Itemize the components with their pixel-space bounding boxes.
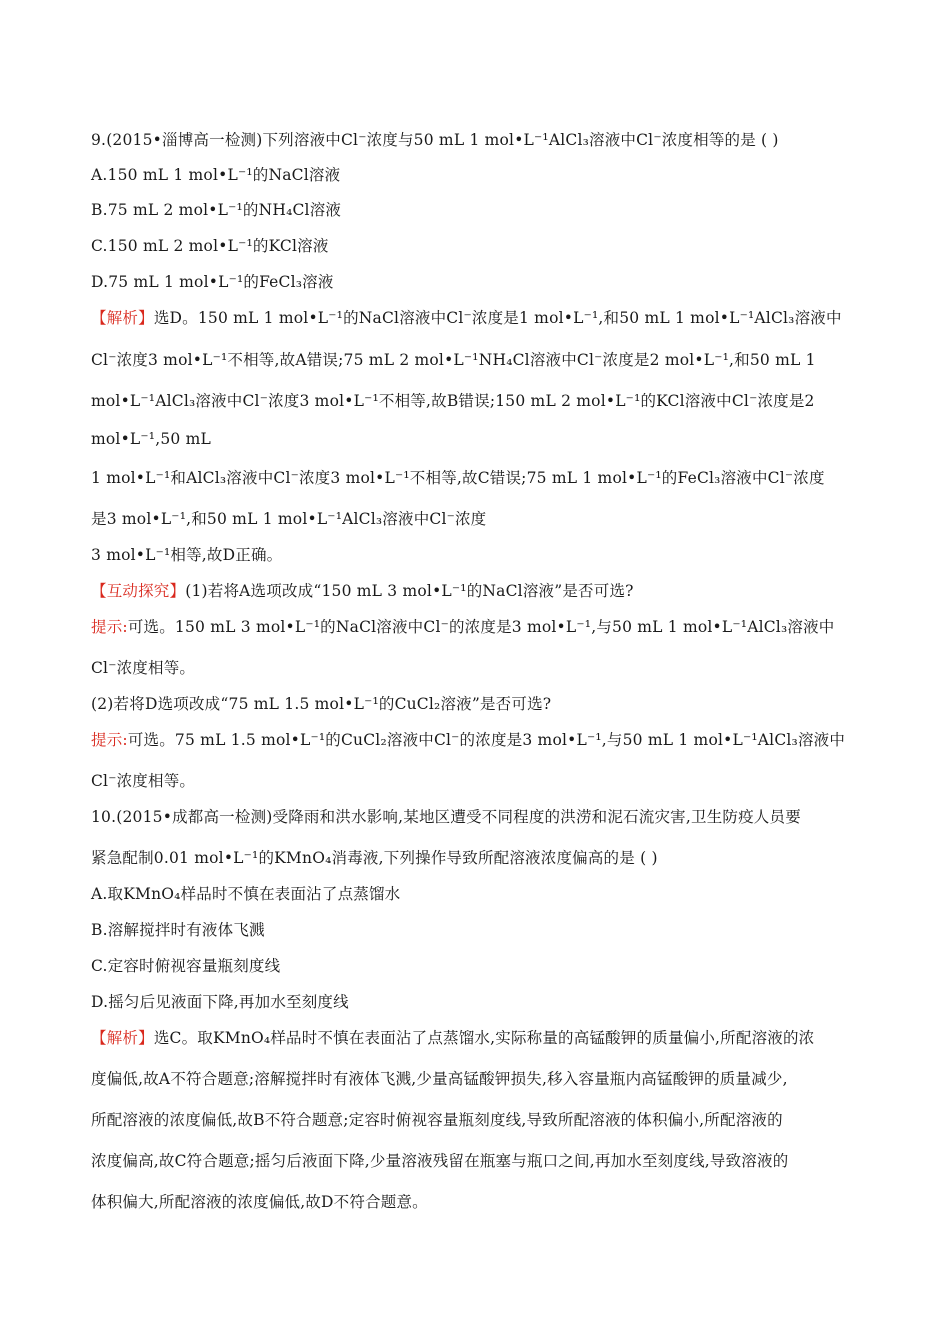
q9-analysis-line-7: 3 mol•L⁻¹相等,故D正确。 bbox=[91, 546, 283, 564]
q9-hint-2-line-1: 提示:可选。75 mL 1.5 mol•L⁻¹的CuCl₂溶液中Cl⁻的浓度是3 mol•L⁻¹,与50 mL 1 mol•L⁻¹AlCl₃溶液中 bbox=[91, 731, 846, 749]
analysis-tag: 【解析】 bbox=[91, 1029, 154, 1047]
q10-option-c: C.定容时俯视容量瓶刻度线 bbox=[91, 957, 281, 975]
q9-analysis-line-6: 是3 mol•L⁻¹,和50 mL 1 mol•L⁻¹AlCl₃溶液中Cl⁻浓度 bbox=[91, 510, 487, 528]
hint-tag: 提示: bbox=[91, 618, 128, 636]
q9-analysis-line-2: Cl⁻浓度3 mol•L⁻¹不相等,故A错误;75 mL 2 mol•L⁻¹NH₄Cl溶液中Cl⁻浓度是2 mol•L⁻¹,和50 mL 1 bbox=[91, 351, 816, 369]
q9-option-c: C.150 mL 2 mol•L⁻¹的KCl溶液 bbox=[91, 237, 329, 255]
q9-hint-1-line-2: Cl⁻浓度相等。 bbox=[91, 659, 196, 677]
q10-option-b: B.溶解搅拌时有液体飞溅 bbox=[91, 921, 265, 939]
q10-stem-line-1: 10.(2015•成都高一检测)受降雨和洪水影响,某地区遭受不同程度的洪涝和泥石流灾害,卫生防疫人员要 bbox=[91, 808, 801, 826]
q9-analysis-line-5: 1 mol•L⁻¹和AlCl₃溶液中Cl⁻浓度3 mol•L⁻¹不相等,故C错误;75 mL 1 mol•L⁻¹的FeCl₃溶液中Cl⁻浓度 bbox=[91, 469, 825, 487]
q10-option-d: D.摇匀后见液面下降,再加水至刻度线 bbox=[91, 993, 349, 1011]
q10-analysis-line-5: 体积偏大,所配溶液的浓度偏低,故D不符合题意。 bbox=[91, 1193, 428, 1211]
q10-analysis-line-3: 所配溶液的浓度偏低,故B不符合题意;定容时俯视容量瓶刻度线,导致所配溶液的体积偏小,所配溶液的 bbox=[91, 1111, 783, 1129]
q10-analysis-line-2: 度偏低,故A不符合题意;溶解搅拌时有液体飞溅,少量高锰酸钾损失,移入容量瓶内高锰酸钾的质量减少, bbox=[91, 1070, 788, 1088]
q9-hint-1-line-1: 提示:可选。150 mL 3 mol•L⁻¹的NaCl溶液中Cl⁻的浓度是3 mol•L⁻¹,与50 mL 1 mol•L⁻¹AlCl₃溶液中 bbox=[91, 618, 835, 636]
hint-tag: 提示: bbox=[91, 731, 128, 749]
q10-option-a: A.取KMnO₄样品时不慎在表面沾了点蒸馏水 bbox=[91, 885, 401, 903]
q10-analysis-line-1: 【解析】选C。取KMnO₄样品时不慎在表面沾了点蒸馏水,实际称量的高锰酸钾的质量偏小,所配溶液的浓 bbox=[91, 1029, 815, 1047]
q9-analysis-line-4: mol•L⁻¹,50 mL bbox=[91, 430, 211, 448]
q9-option-b: B.75 mL 2 mol•L⁻¹的NH₄Cl溶液 bbox=[91, 201, 342, 219]
analysis-tag: 【解析】 bbox=[91, 309, 154, 327]
q9-option-a: A.150 mL 1 mol•L⁻¹的NaCl溶液 bbox=[91, 166, 341, 184]
q9-explore-question-1: 【互动探究】(1)若将A选项改成“150 mL 3 mol•L⁻¹的NaCl溶液”是否可选? bbox=[91, 582, 634, 600]
q9-option-d: D.75 mL 1 mol•L⁻¹的FeCl₃溶液 bbox=[91, 273, 334, 291]
explore-tag: 【互动探究】 bbox=[91, 582, 186, 600]
q9-analysis-line-1: 【解析】选D。150 mL 1 mol•L⁻¹的NaCl溶液中Cl⁻浓度是1 mol•L⁻¹,和50 mL 1 mol•L⁻¹AlCl₃溶液中 bbox=[91, 309, 842, 327]
q9-hint-2-line-2: Cl⁻浓度相等。 bbox=[91, 772, 196, 790]
q9-stem: 9.(2015•淄博高一检测)下列溶液中Cl⁻浓度与50 mL 1 mol•L⁻¹AlCl₃溶液中Cl⁻浓度相等的是 ( ) bbox=[91, 131, 779, 149]
q9-explore-question-2: (2)若将D选项改成“75 mL 1.5 mol•L⁻¹的CuCl₂溶液”是否可选? bbox=[91, 695, 552, 713]
q9-analysis-line-3: mol•L⁻¹AlCl₃溶液中Cl⁻浓度3 mol•L⁻¹不相等,故B错误;150 mL 2 mol•L⁻¹的KCl溶液中Cl⁻浓度是2 bbox=[91, 392, 815, 410]
q10-stem-line-2: 紧急配制0.01 mol•L⁻¹的KMnO₄消毒液,下列操作导致所配溶液浓度偏高的是 ( ) bbox=[91, 849, 658, 867]
q10-analysis-line-4: 浓度偏高,故C符合题意;摇匀后液面下降,少量溶液残留在瓶塞与瓶口之间,再加水至刻度线,导致溶液的 bbox=[91, 1152, 789, 1170]
